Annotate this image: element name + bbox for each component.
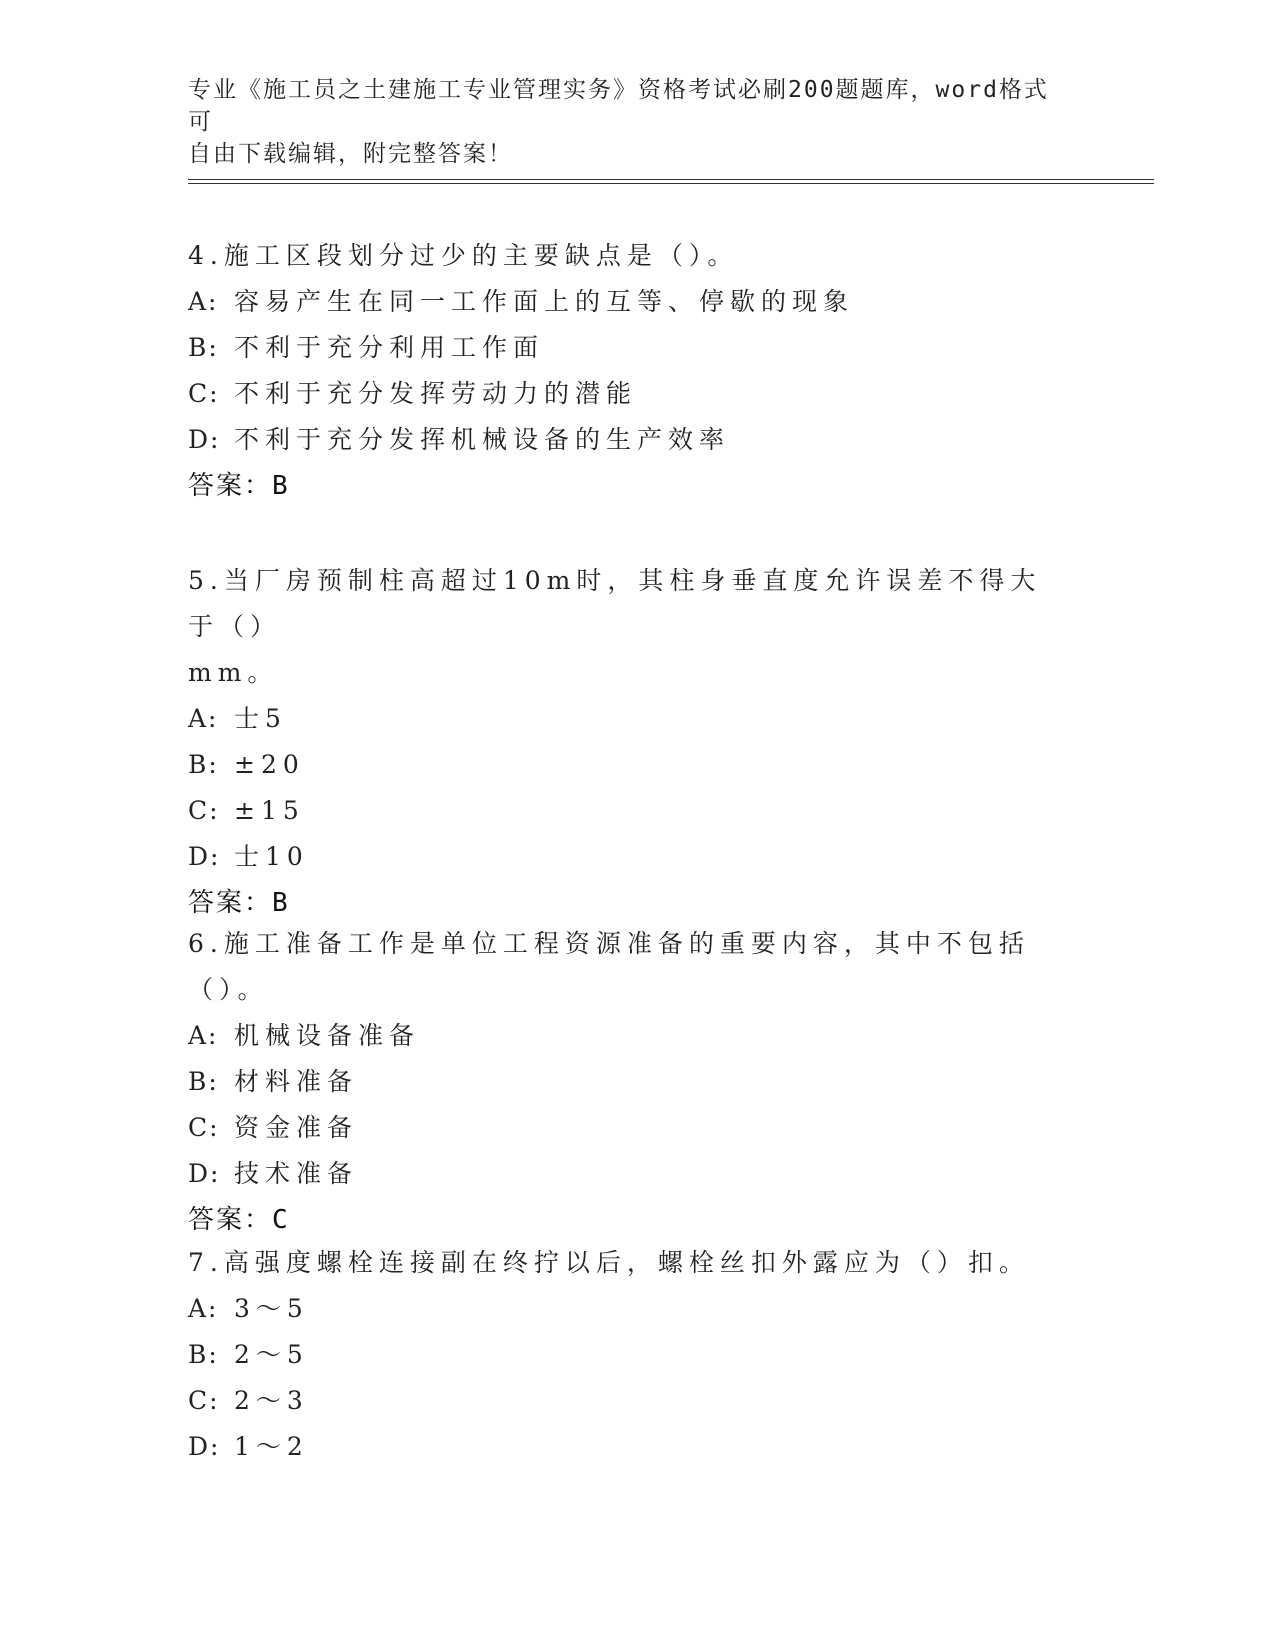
option-a (188, 1286, 1068, 1332)
option-key: D: (188, 1432, 221, 1461)
option-key: A: (188, 1294, 219, 1323)
question-stem: 5.当厂房预制柱高超过10m时，其柱身垂直度允许误差不得大于（） (188, 566, 1042, 641)
option-d (188, 1424, 1068, 1470)
option-text: 士5 (234, 704, 287, 733)
option-text: 1～2 (234, 1432, 309, 1461)
option-key: B: (188, 333, 219, 362)
option-b (188, 325, 1068, 371)
question-stem: 6.施工准备工作是单位工程资源准备的重要内容，其中不包括（）。 (188, 929, 1030, 1004)
option-key: C: (188, 379, 220, 408)
option-c (188, 1105, 1068, 1151)
option-text: 容易产生在同一工作面上的互等、停歇的现象 (234, 287, 855, 316)
option-text: 3～5 (234, 1294, 309, 1323)
option-key: A: (188, 287, 219, 316)
question-stem-continued: mm。 (188, 658, 279, 687)
option-key: A: (188, 704, 219, 733)
option-c (188, 1378, 1068, 1424)
option-key: A: (188, 1021, 219, 1050)
header-divider-top (188, 179, 1154, 180)
option-d (188, 1151, 1068, 1197)
option-a (188, 696, 1068, 742)
option-key: C: (188, 1113, 220, 1142)
option-b (188, 1059, 1068, 1105)
option-text: 士10 (234, 842, 309, 871)
option-key: C: (188, 1386, 220, 1415)
option-text: ±20 (234, 750, 305, 779)
header-divider-bottom (188, 183, 1154, 184)
option-d (188, 834, 1068, 880)
option-key: C: (188, 796, 220, 825)
option-d (188, 417, 1068, 463)
option-key: D: (188, 842, 221, 871)
option-key: D: (188, 1159, 221, 1188)
option-text: 材料准备 (234, 1067, 359, 1096)
option-key: B: (188, 1340, 219, 1369)
answer-line: 答案：B (188, 888, 290, 918)
header-line-2: 自由下载编辑，附完整答案！ (188, 141, 513, 167)
question-stem: 4.施工区段划分过少的主要缺点是（）。 (188, 241, 739, 270)
option-text: 2～5 (234, 1340, 309, 1369)
question-stem: 7.高强度螺栓连接副在终拧以后，螺栓丝扣外露应为（）扣。 (188, 1248, 1030, 1277)
option-text: 不利于充分发挥机械设备的生产效率 (234, 425, 731, 454)
question-5 (188, 558, 1068, 926)
option-text: 机械设备准备 (234, 1021, 421, 1050)
option-a (188, 279, 1068, 325)
option-key: B: (188, 750, 219, 779)
question-6 (188, 921, 1068, 1243)
option-text: ±15 (234, 796, 305, 825)
document-header (188, 74, 1068, 170)
question-4 (188, 233, 1068, 509)
option-c (188, 371, 1068, 417)
option-b (188, 742, 1068, 788)
option-text: 2～3 (234, 1386, 309, 1415)
option-key: B: (188, 1067, 219, 1096)
option-text: 资金准备 (234, 1113, 359, 1142)
question-7 (188, 1240, 1068, 1470)
option-text: 不利于充分利用工作面 (234, 333, 545, 362)
option-text: 技术准备 (234, 1159, 359, 1188)
option-key: D: (188, 425, 221, 454)
answer-line: 答案：B (188, 471, 290, 501)
answer-line: 答案：C (188, 1205, 290, 1235)
option-text: 不利于充分发挥劳动力的潜能 (234, 379, 638, 408)
option-b (188, 1332, 1068, 1378)
option-c (188, 788, 1068, 834)
header-line-1: 专业《施工员之土建施工专业管理实务》资格考试必刷200题题库，word格式可 (188, 77, 1049, 135)
option-a (188, 1013, 1068, 1059)
